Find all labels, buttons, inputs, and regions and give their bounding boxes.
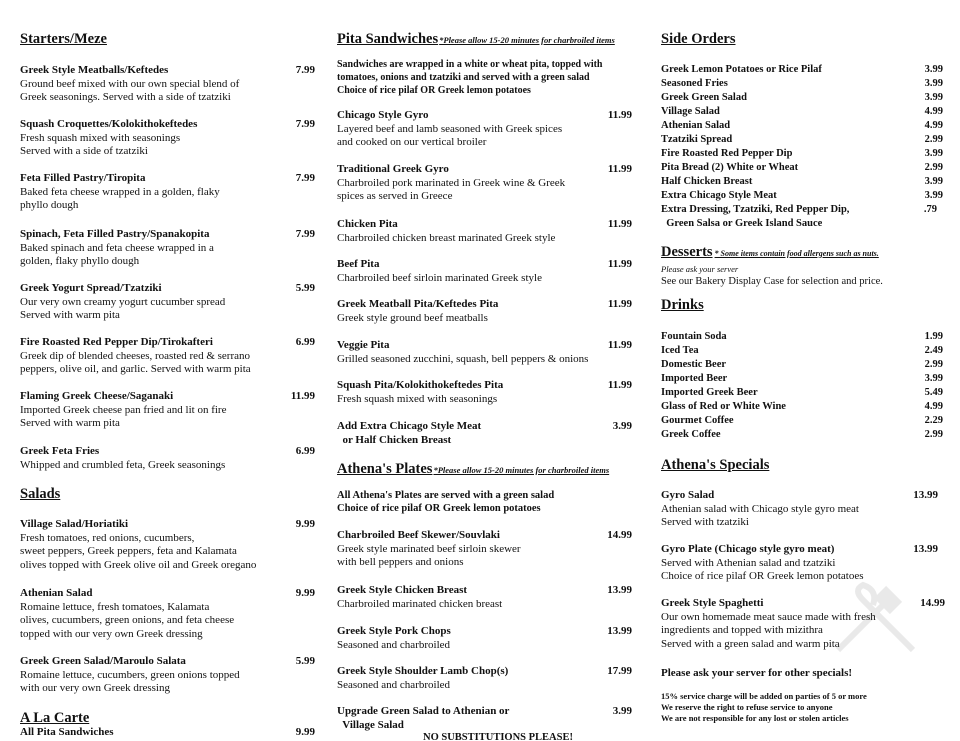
item-desc: Charbroiled chicken breast marinated Greek style <box>337 231 556 244</box>
item-name: Village Salad/Horiatiki <box>20 518 129 530</box>
list-item <box>661 428 943 442</box>
item-price: 11.99 <box>607 379 632 391</box>
item-name: Greek Green Salad <box>661 92 747 103</box>
item-price: 7.99 <box>295 64 315 76</box>
item-price: 3.99 <box>924 148 943 159</box>
menu-item <box>337 298 635 325</box>
list-item <box>661 414 943 428</box>
menu-item <box>337 163 635 204</box>
section-title-pitas <box>337 31 635 48</box>
menu-item <box>20 172 315 213</box>
menu-item <box>337 584 635 611</box>
item-price: 14.99 <box>920 597 945 609</box>
item-price: 13.99 <box>607 625 632 637</box>
item-name: Half Chicken Breast <box>661 176 753 187</box>
item-name: Spinach, Feta Filled Pastry/Spanakopita <box>20 228 210 240</box>
item-desc: Charbroiled pork marinated in Greek wine & Greek <box>337 176 566 189</box>
policy-line: 15% service charge will be added on parties of 5 or more <box>661 691 867 701</box>
section-title-salads: Salads <box>20 486 61 502</box>
item-name: Gourmet Coffee <box>661 415 734 426</box>
section-title-alacarte: A La Carte <box>20 710 90 726</box>
item-desc: Baked spinach and feta cheese wrapped in a <box>20 241 214 254</box>
list-item <box>661 372 943 386</box>
item-desc: Romaine lettuce, cucumbers, green onions topped <box>20 668 240 681</box>
list-item <box>661 330 943 344</box>
item-price: 7.99 <box>295 118 315 130</box>
allergen-note: * Some items contain food allergens such as nuts. <box>714 249 879 258</box>
list-item <box>661 217 943 231</box>
item-name: Charbroiled Beef Skewer/Souvlaki <box>337 529 500 541</box>
item-price: 2.99 <box>924 429 943 440</box>
item-name: Feta Filled Pastry/Tiropita <box>20 172 146 184</box>
section-title-text: Pita Sandwiches <box>337 31 439 47</box>
item-price: 2.99 <box>924 359 943 370</box>
item-name: Add Extra Chicago Style Meat <box>337 420 482 432</box>
list-item <box>661 105 943 119</box>
item-name: Imported Beer <box>661 373 728 384</box>
item-name: Greek Feta Fries <box>20 445 100 457</box>
item-name: Greek Meatball Pita/Keftedes Pita <box>337 298 499 310</box>
item-price: 3.99 <box>924 190 943 201</box>
item-desc: Choice of rice pilaf OR Greek lemon potatoes <box>661 570 864 583</box>
item-desc: Grilled seasoned zucchini, squash, bell peppers & onions <box>337 352 589 365</box>
item-name: Gyro Plate (Chicago style gyro meat) <box>661 543 835 555</box>
menu-item <box>20 655 315 696</box>
item-name: Flaming Greek Cheese/Saganaki <box>20 390 174 402</box>
menu-item <box>337 339 635 366</box>
intro-line: Sandwiches are wrapped in a white or wheat pita, topped with <box>337 59 603 70</box>
item-desc: Fresh tomatoes, red onions, cucumbers, <box>20 531 195 544</box>
item-desc: sweet peppers, Greek peppers, feta and Kalamata <box>20 545 237 558</box>
item-name: Chicago Style Gyro <box>337 109 429 121</box>
item-name: Imported Greek Beer <box>661 387 758 398</box>
menu-item <box>20 282 315 323</box>
item-name: Village Salad <box>661 106 720 117</box>
list-item <box>661 147 943 161</box>
item-name: Extra Chicago Style Meat <box>661 190 777 201</box>
menu-item <box>20 445 315 472</box>
item-name: Seasoned Fries <box>661 78 728 89</box>
item-price: 7.99 <box>295 172 315 184</box>
item-desc: with bell peppers and onions <box>337 556 464 569</box>
item-name: Greek Lemon Potatoes or Rice Pilaf <box>661 64 822 75</box>
item-price: 3.99 <box>612 705 632 717</box>
item-price: 13.99 <box>913 543 938 555</box>
menu-item <box>337 529 635 570</box>
item-desc: Ground beef mixed with our own special blend of <box>20 77 240 90</box>
item-price: 11.99 <box>607 109 632 121</box>
menu-item <box>661 543 943 584</box>
item-desc: Layered beef and lamb seasoned with Greek spices <box>337 122 563 135</box>
list-item <box>661 175 943 189</box>
item-price: 3.99 <box>924 373 943 384</box>
item-price: 4.99 <box>924 106 943 117</box>
menu-item <box>20 587 315 642</box>
item-price: 3.99 <box>924 176 943 187</box>
section-note: *Please allow 15-20 minutes for charbroiled items <box>433 465 610 475</box>
item-name: All Pita Sandwiches <box>20 726 114 738</box>
section-title-starters: Starters/Meze <box>20 31 107 47</box>
menu-item <box>20 336 315 377</box>
item-desc: Athenian salad with Chicago style gyro meat <box>661 502 859 515</box>
item-price: 1.99 <box>924 331 943 342</box>
item-desc: Fresh squash mixed with seasonings <box>337 392 498 405</box>
ask-server-note: Please ask your server for other specials! <box>661 667 853 679</box>
list-item <box>661 358 943 372</box>
section-title-plates <box>337 461 635 478</box>
list-item <box>661 189 943 203</box>
item-name: Greek Coffee <box>661 429 721 440</box>
item-desc: with our very own Greek dressing <box>20 682 170 695</box>
item-price: 17.99 <box>607 665 632 677</box>
item-desc: Charbroiled beef sirloin marinated Greek style <box>337 271 542 284</box>
item-desc: Fresh squash mixed with seasonings <box>20 131 181 144</box>
item-desc: Served with warm pita <box>20 309 120 322</box>
item-name: Greek Style Shoulder Lamb Chop(s) <box>337 665 509 677</box>
item-price: 9.99 <box>295 518 315 530</box>
item-price: 5.99 <box>295 655 315 667</box>
policy-notes <box>661 691 943 724</box>
item-price: 2.99 <box>924 134 943 145</box>
item-price: 4.99 <box>924 401 943 412</box>
item-name: Tzatziki Spread <box>661 134 733 145</box>
menu-item <box>661 489 943 530</box>
item-name: Pita Bread (2) White or Wheat <box>661 162 799 173</box>
section-title-text: Athena's Plates <box>337 461 433 477</box>
item-desc: Greek dip of blended cheeses, roasted red & serrano <box>20 349 250 362</box>
item-price: 6.99 <box>295 336 315 348</box>
section-title-text: Desserts <box>661 244 713 260</box>
item-name: Athenian Salad <box>661 120 731 131</box>
item-price: 11.99 <box>607 298 632 310</box>
drinks-list <box>661 330 943 442</box>
item-price <box>903 217 943 231</box>
item-desc: Served with a side of tzatziki <box>20 145 148 158</box>
menu-item <box>20 518 315 573</box>
intro-line: Choice of rice pilaf OR Greek lemon potatoes <box>337 85 531 96</box>
item-name: Gyro Salad <box>661 489 715 501</box>
item-price: 3.99 <box>924 92 943 103</box>
item-price: 7.99 <box>295 228 315 240</box>
list-item <box>661 344 943 358</box>
item-price: .79 <box>923 204 937 215</box>
item-desc: Baked feta cheese wrapped in a golden, flaky <box>20 185 220 198</box>
list-item <box>661 386 943 400</box>
item-name: Greek Style Pork Chops <box>337 625 451 637</box>
menu-item <box>337 420 635 447</box>
item-price: 3.99 <box>612 420 632 432</box>
item-price: 11.99 <box>607 218 632 230</box>
item-price: 3.99 <box>924 64 943 75</box>
item-name: Greek Yogurt Spread/Tzatziki <box>20 282 162 294</box>
intro-line: All Athena's Plates are served with a green salad <box>337 490 555 501</box>
item-name: Fountain Soda <box>661 331 727 342</box>
item-desc: Village Salad <box>337 718 404 731</box>
desserts-section <box>661 244 943 288</box>
item-desc: Served with warm pita <box>20 417 120 430</box>
list-item <box>661 203 943 217</box>
item-desc: olives topped with Greek olive oil and Greek oregano <box>20 559 257 572</box>
section-title-desserts <box>661 244 943 262</box>
item-desc: spices as served in Greece <box>337 190 453 203</box>
list-item <box>661 133 943 147</box>
item-desc: Served with tzatziki <box>661 516 749 529</box>
item-desc: Imported Greek cheese pan fried and lit on fire <box>20 403 227 416</box>
item-price: 9.99 <box>295 587 315 599</box>
item-name: Greek Style Chicken Breast <box>337 584 468 596</box>
item-name: Traditional Greek Gyro <box>337 163 449 175</box>
item-name: Squash Croquettes/Kolokithokeftedes <box>20 118 198 130</box>
section-title-sides: Side Orders <box>661 31 736 47</box>
item-price: 11.99 <box>290 390 315 402</box>
menu-item <box>337 665 635 692</box>
item-price: 2.49 <box>924 345 943 356</box>
item-desc: Romaine lettuce, fresh tomatoes, Kalamata <box>20 600 210 613</box>
item-desc: Greek seasonings. Served with a side of tzatziki <box>20 91 231 104</box>
item-desc: Greek style marinated beef sirloin skewer <box>337 542 521 555</box>
desserts-line: See our Bakery Display Case for selection and price. <box>661 276 883 287</box>
menu-item <box>20 726 315 740</box>
item-name: Athenian Salad <box>20 587 93 599</box>
item-desc: Served with Athenian salad and tzatziki <box>661 556 836 569</box>
item-desc: golden, flaky phyllo dough <box>20 255 140 268</box>
menu-item <box>337 218 635 245</box>
item-desc: Whipped and crumbled feta, Greek seasonings <box>20 458 226 471</box>
item-name: Greek Green Salad/Maroulo Salata <box>20 655 186 667</box>
policy-line: We reserve the right to refuse service to anyone <box>661 702 833 712</box>
item-name: Fire Roasted Red Pepper Dip/Tirokafteri <box>20 336 213 348</box>
menu-item <box>337 705 635 732</box>
item-price: 14.99 <box>607 529 632 541</box>
item-desc: topped with our very own Greek dressing <box>20 628 203 641</box>
no-substitutions-note: NO SUBSTITUTIONS PLEASE! <box>423 733 573 741</box>
item-price: 5.49 <box>924 387 943 398</box>
item-name: Iced Tea <box>661 345 699 356</box>
menu-item <box>337 625 635 652</box>
item-price: 4.99 <box>924 120 943 131</box>
item-name: Extra Dressing, Tzatziki, Red Pepper Dip, <box>661 204 850 215</box>
item-name: Green Salsa or Greek Island Sauce <box>661 218 823 229</box>
menu-item <box>337 379 635 406</box>
item-price: 9.99 <box>295 726 315 738</box>
item-price: 3.99 <box>924 78 943 89</box>
section-note: *Please allow 15-20 minutes for charbroiled items <box>439 35 615 45</box>
item-desc: Greek style ground beef meatballs <box>337 311 488 324</box>
item-name: Squash Pita/Kolokithokeftedes Pita <box>337 379 504 391</box>
list-item <box>661 77 943 91</box>
item-price: 2.29 <box>924 415 943 426</box>
policy-line: We are not responsible for any lost or stolen articles <box>661 713 849 723</box>
menu-item <box>20 64 315 105</box>
item-price: 11.99 <box>607 258 632 270</box>
sides-list <box>661 63 943 231</box>
item-desc: Our very own creamy yogurt cucumber spread <box>20 295 226 308</box>
item-desc: or Half Chicken Breast <box>337 433 452 446</box>
plates-intro <box>337 489 635 515</box>
menu-item <box>337 258 635 285</box>
item-name: Fire Roasted Red Pepper Dip <box>661 148 793 159</box>
list-item <box>661 400 943 414</box>
item-name: Beef Pita <box>337 258 380 270</box>
pita-intro <box>337 58 635 97</box>
menu-item <box>337 109 635 150</box>
item-price: 5.99 <box>295 282 315 294</box>
list-item <box>661 91 943 105</box>
menu-item <box>20 118 315 159</box>
item-desc: Charbroiled marinated chicken breast <box>337 597 503 610</box>
item-desc: Seasoned and charbroiled <box>337 638 451 651</box>
item-price: 11.99 <box>607 163 632 175</box>
list-item <box>661 63 943 77</box>
list-item <box>661 119 943 133</box>
item-price: 13.99 <box>913 489 938 501</box>
menu-item <box>661 597 943 652</box>
item-desc: Our own homemade meat sauce made with fresh <box>661 610 876 623</box>
item-desc: and cooked on our vertical broiler <box>337 136 487 149</box>
item-name: Greek Style Spaghetti <box>661 597 764 609</box>
intro-line: tomatoes, onions and tzatziki and served with a green salad <box>337 72 590 83</box>
list-item <box>661 161 943 175</box>
menu-item <box>20 390 315 431</box>
item-name: Chicken Pita <box>337 218 398 230</box>
item-desc: olives, cucumbers, green onions, and feta cheese <box>20 614 235 627</box>
item-name: Upgrade Green Salad to Athenian or <box>337 705 510 717</box>
item-desc: Served with a green salad and warm pita <box>661 638 840 651</box>
item-desc: Seasoned and charbroiled <box>337 678 451 691</box>
item-name: Greek Style Meatballs/Keftedes <box>20 64 169 76</box>
item-name: Veggie Pita <box>337 339 390 351</box>
allergen-note-2: Please ask your server <box>661 264 739 274</box>
section-title-drinks: Drinks <box>661 297 704 313</box>
menu-item <box>20 228 315 269</box>
item-desc: peppers, olive oil, and garlic. Served with warm pita <box>20 363 251 376</box>
item-price: 2.99 <box>924 162 943 173</box>
item-price: 11.99 <box>607 339 632 351</box>
item-desc: ingredients and topped with mizithra <box>661 624 823 637</box>
item-name: Domestic Beer <box>661 359 727 370</box>
item-price: 6.99 <box>295 445 315 457</box>
item-price: 13.99 <box>607 584 632 596</box>
intro-line: Choice of rice pilaf OR Greek lemon potatoes <box>337 503 541 514</box>
section-title-specials: Athena's Specials <box>661 457 770 473</box>
item-desc: phyllo dough <box>20 199 79 212</box>
item-name: Glass of Red or White Wine <box>661 401 786 412</box>
